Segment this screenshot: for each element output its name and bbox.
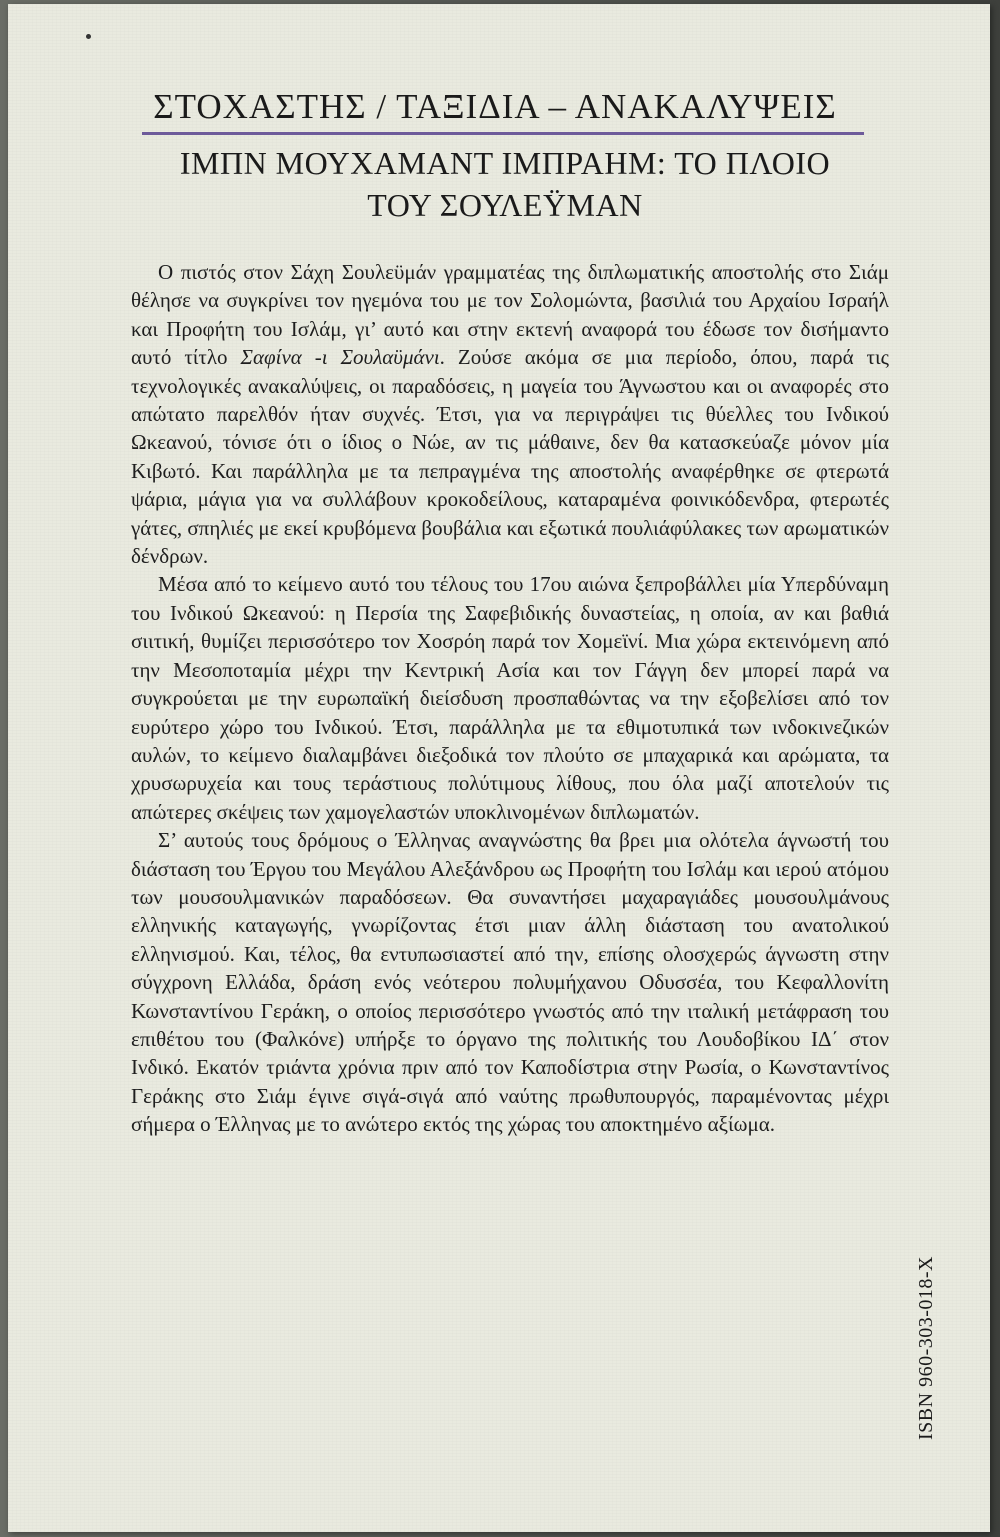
paragraph-1-italic-title: Σαφίνα -ι Σουλαϋμάνι bbox=[240, 345, 440, 370]
blurb-paragraph-3: Σ’ αυτούς τους δρόμους ο Έλληνας αναγνώστης θα βρει μια ολότελα άγνωστή του διάσταση του Έργου του Μεγάλου Αλεξάνδρου ως Προφήτη του Ισλάμ και ιερού ατόμου των μουσουλμανικών παραδόσεων. Θα συναντήσει μαχαραγιάδες μουσουλμάνους ελληνικής καταγωγής, γνωρίζοντας έτσι μιαν άλλη διάσταση του ανατολικού ελληνισμού. Και, τέλος, θα εντυπωσιαστεί από την, επίσης ολοσχερώς άγνωστη στην σύγχρονη Ελλάδα, δράση ενός νεότερου πολυμήχανου Οδυσσέα, του Κεφαλλονίτη Κωνσταντίνου Γεράκη, ο οποίος περισσότερο γνωστός από την ιταλική μετάφραση του επιθέτου του (Φαλκόνε) υπήρξε το όργανο της πολιτικής του Λουδοβίκου ΙΔ΄ στον Ινδικό. Εκατόν τριάντα χρόνια πριν από τον Καποδίστρια στην Ρωσία, ο Κωνσταντίνος Γεράκης στο Σιάμ έγινε σιγά-σιγά από ναύτης πρωθυπουργός, παραμένοντας μέχρι σήμερα ο Έλληνας με το ανώτερο εκτός της χώρας του αποκτημένο αξίωμα. bbox=[131, 828, 889, 1137]
blurb-text bbox=[131, 258, 889, 1139]
series-heading: ΣΤΟΧΑΣΤΗΣ / ΤΑΞΙΔΙΑ – ΑΝΑΚΑΛΥΨΕΙΣ bbox=[153, 87, 837, 126]
blurb-paragraph-2: Μέσα από το κείμενο αυτό του τέλους του 17ου αιώνα ξεπροβάλλει μία Υπερδύναμη του Ινδικού Ωκεανού: η Περσία της Σαφεβιδικής δυναστείας, η οποία, αν και βαθιά σιιτική, θυμίζει περισσότερο τον Χοσρόη παρά τον Χομεϊνί. Μια χώρα εκτεινόμενη από την Μεσοποταμία μέχρι την Κεντρική Ασία και τον Γάγγη δεν μπορεί παρά να συγκρούεται με την ευρωπαϊκή διείσδυση προσπαθώντας να την εξοβελίσει από τον ευρύτερο χώρο του Ινδικού. Έτσι, παράλληλα με τα εθιμοτυπικά των ινδοκινεζικών αυλών, το κείμενο διαλαμβάνει διεξοδικά τον πλούτο σε μπαχαρικά και αρώματα, τα χρυσωρυχεία και τους τεράστιους πολύτιμους λίθους, που όλα μαζί αποτελούν τις απώτερες σκέψεις των χαμογελαστών υποκλινομένων διπλωματών. bbox=[131, 572, 889, 824]
series-divider-rule bbox=[142, 132, 864, 135]
paragraph-1-text-a: Ο πιστός στον Σάχη Σουλεϋμάν γραμματέας της διπλωματικής αποστολής στο Σιάμ θέλησε να συγκρίνει τον ηγεμόνα του με τον Σολομώντα, βασιλιά του Αρχαίου Ισραήλ και Προφήτη του Ισλάμ, γι’ αυτό και στην εκτενή αναφορά του έδωσε τον δισήμαντο αυτό τίτλο bbox=[131, 260, 889, 370]
blurb-paragraph-1 bbox=[131, 258, 889, 570]
paragraph-1-text-b: . Ζούσε ακόμα σε μια περίοδο, όπου, παρά τις τεχνολογικές ανακαλύψεις, οι παραδόσεις, η μαγεία του Άγνωστου και οι αναφορές στο απώτατο παρελθόν ήταν συχνές. Έτσι, για να περιγράψει τις θύελλες του Ινδικού Ωκεανού, τόνισε ότι ο ίδιος ο Νώε, αν τις μάθαινε, δεν θα κατασκεύαζε μόνον μία Κιβωτό. Και παράλληλα με τα πεπραγμένα της αποστολής αναφέρθηκε σε φτερωτά ψάρια, μάγια για να συλλάβουν κροκοδείλους, καταραμένα φοινικόδενδρα, φτερωτές γάτες, σπηλιές με εκεί κρυβόμενα βουβάλια και εξωτικά πουλιάφύλακες των αρωματικών δένδρων. bbox=[131, 345, 889, 569]
ink-dot-mark bbox=[86, 34, 91, 39]
title-line-1: ΙΜΠΝ ΜΟΥΧΑΜΑΝΤ ΙΜΠΡΑΗΜ: ΤΟ ΠΛΟΙΟ bbox=[179, 145, 831, 181]
isbn-number: ISBN 960-303-018-X bbox=[915, 1256, 937, 1440]
book-title bbox=[140, 142, 870, 226]
title-line-2: ΤΟΥ ΣΟΥΛΕΫΜΑΝ bbox=[367, 187, 643, 223]
